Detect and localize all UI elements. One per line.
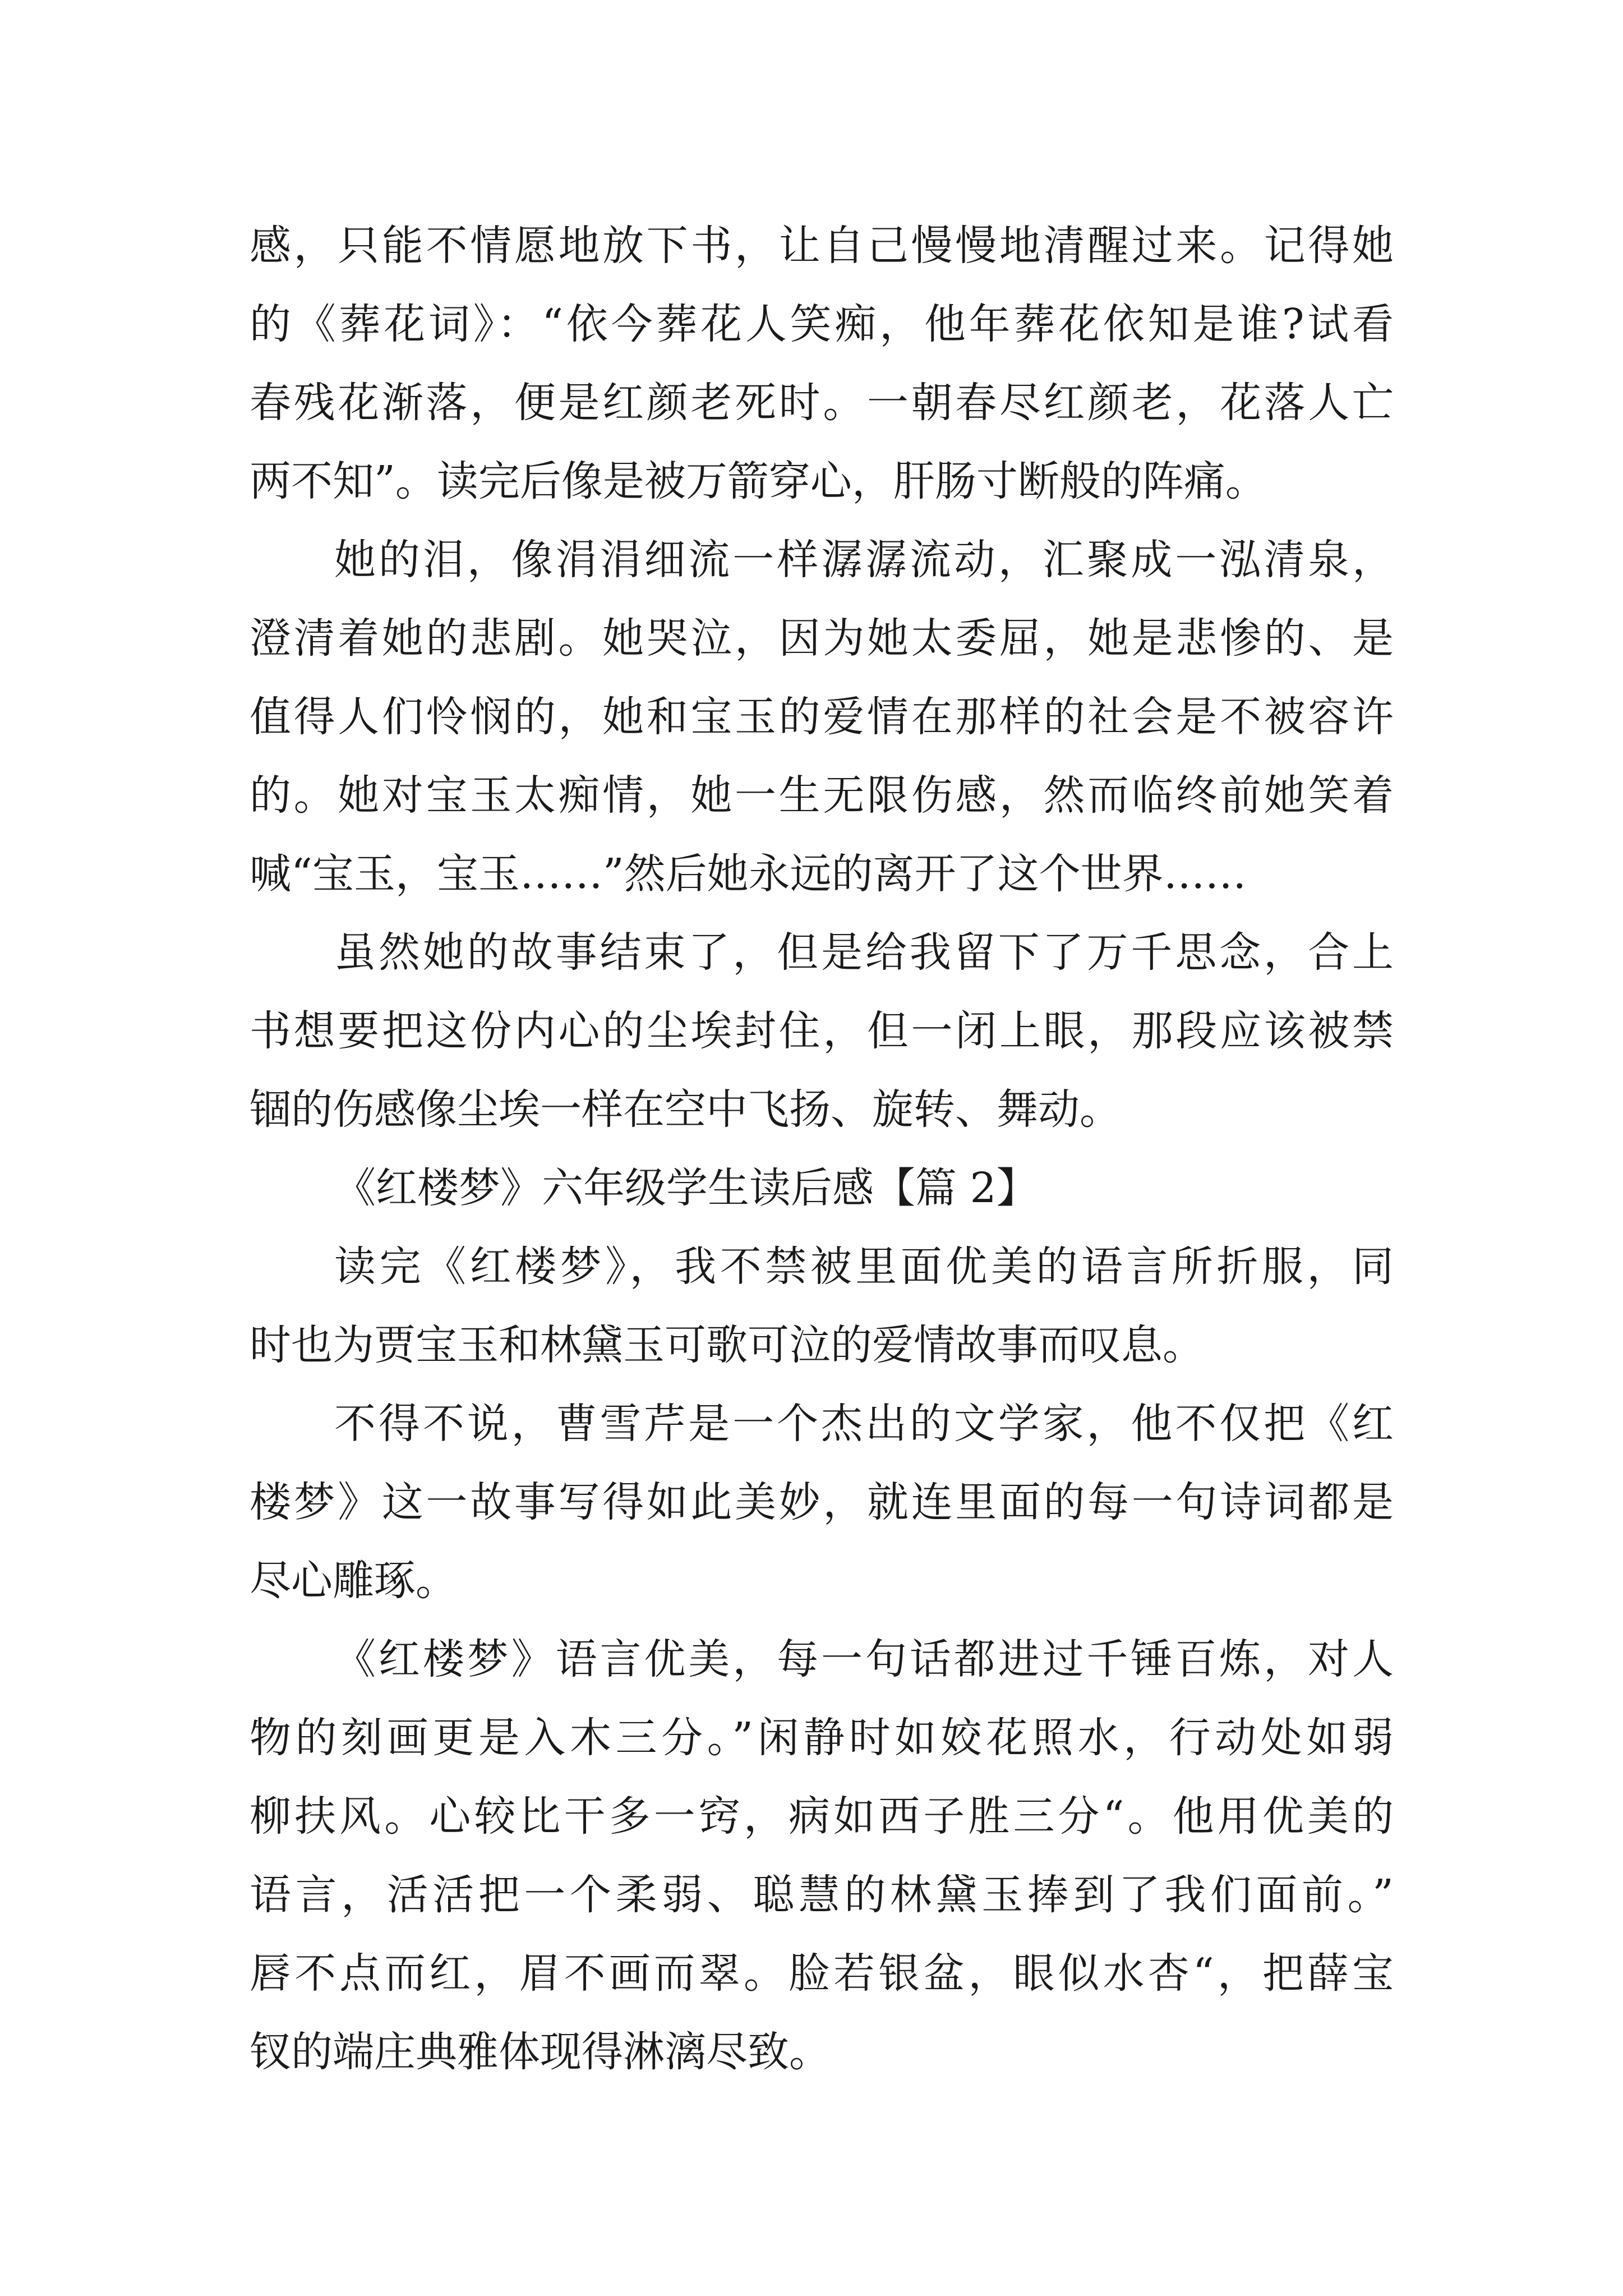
text-line: 时也为贾宝玉和林黛玉可歌可泣的爱情故事而叹息。 bbox=[250, 1321, 1204, 1369]
text-line: 楼梦》这一故事写得如此美妙，就连里面的每一句诗词都是 bbox=[250, 1478, 1394, 1526]
text-line: 喊“宝玉，宝玉……”然后她永远的离开了这个世界…… bbox=[250, 850, 1247, 898]
text-line: 春残花渐落，便是红颜老死时。一朝春尽红颜老，花落人亡 bbox=[250, 379, 1394, 427]
text-line: 钗的端庄典雅体现得淋漓尽致。 bbox=[250, 2028, 831, 2076]
text-line: 书想要把这份内心的尘埃封住，但一闭上眼，那段应该被禁 bbox=[250, 1007, 1394, 1055]
text-line: 尽心雕琢。 bbox=[250, 1557, 457, 1605]
text-line: 澄清着她的悲剧。她哭泣，因为她太委屈，她是悲惨的、是 bbox=[250, 614, 1394, 662]
text-line: 语言，活活把一个柔弱、聪慧的林黛玉捧到了我们面前。” bbox=[250, 1871, 1394, 1919]
text-line: 虽然她的故事结束了，但是给我留下了万千思念，合上 bbox=[334, 928, 1394, 977]
text-line: 《红楼梦》语言优美，每一句话都进过千锤百炼，对人 bbox=[334, 1635, 1394, 1683]
text-line: 两不知”。读完后像是被万箭穿心，肝肠寸断般的阵痛。 bbox=[250, 457, 1267, 505]
text-line: 的《葬花词》：“依今葬花人笑痴，他年葬花依知是谁?试看 bbox=[250, 300, 1394, 348]
text-line: 柳扶风。心较比干多一窍，病如西子胜三分“。他用优美的 bbox=[250, 1792, 1394, 1841]
text-line: 读完《红楼梦》，我不禁被里面优美的语言所折服，同 bbox=[334, 1243, 1394, 1291]
text-line: 锢的伤感像尘埃一样在空中飞扬、旋转、舞动。 bbox=[250, 1085, 1121, 1134]
text-line: 物的刻画更是入木三分。”闲静时如姣花照水，行动处如弱 bbox=[250, 1714, 1394, 1762]
text-line: 唇不点而红，眉不画而翠。脸若银盆，眼似水杏“，把薛宝 bbox=[250, 1949, 1394, 1998]
text-line: 她的泪，像涓涓细流一样潺潺流动，汇聚成一泓清泉， bbox=[334, 536, 1394, 584]
text-line: 不得不说，曹雪芹是一个杰出的文学家，他不仅把《红 bbox=[334, 1400, 1394, 1448]
text-line: 值得人们怜悯的，她和宝玉的爱情在那样的社会是不被容许 bbox=[250, 693, 1394, 741]
text-line: 的。她对宝玉太痴情，她一生无限伤感，然而临终前她笑着 bbox=[250, 771, 1394, 820]
section-heading: 《红楼梦》六年级学生读后感【篇 2】 bbox=[334, 1164, 1038, 1212]
text-line: 感，只能不情愿地放下书，让自己慢慢地清醒过来。记得她 bbox=[250, 222, 1394, 270]
